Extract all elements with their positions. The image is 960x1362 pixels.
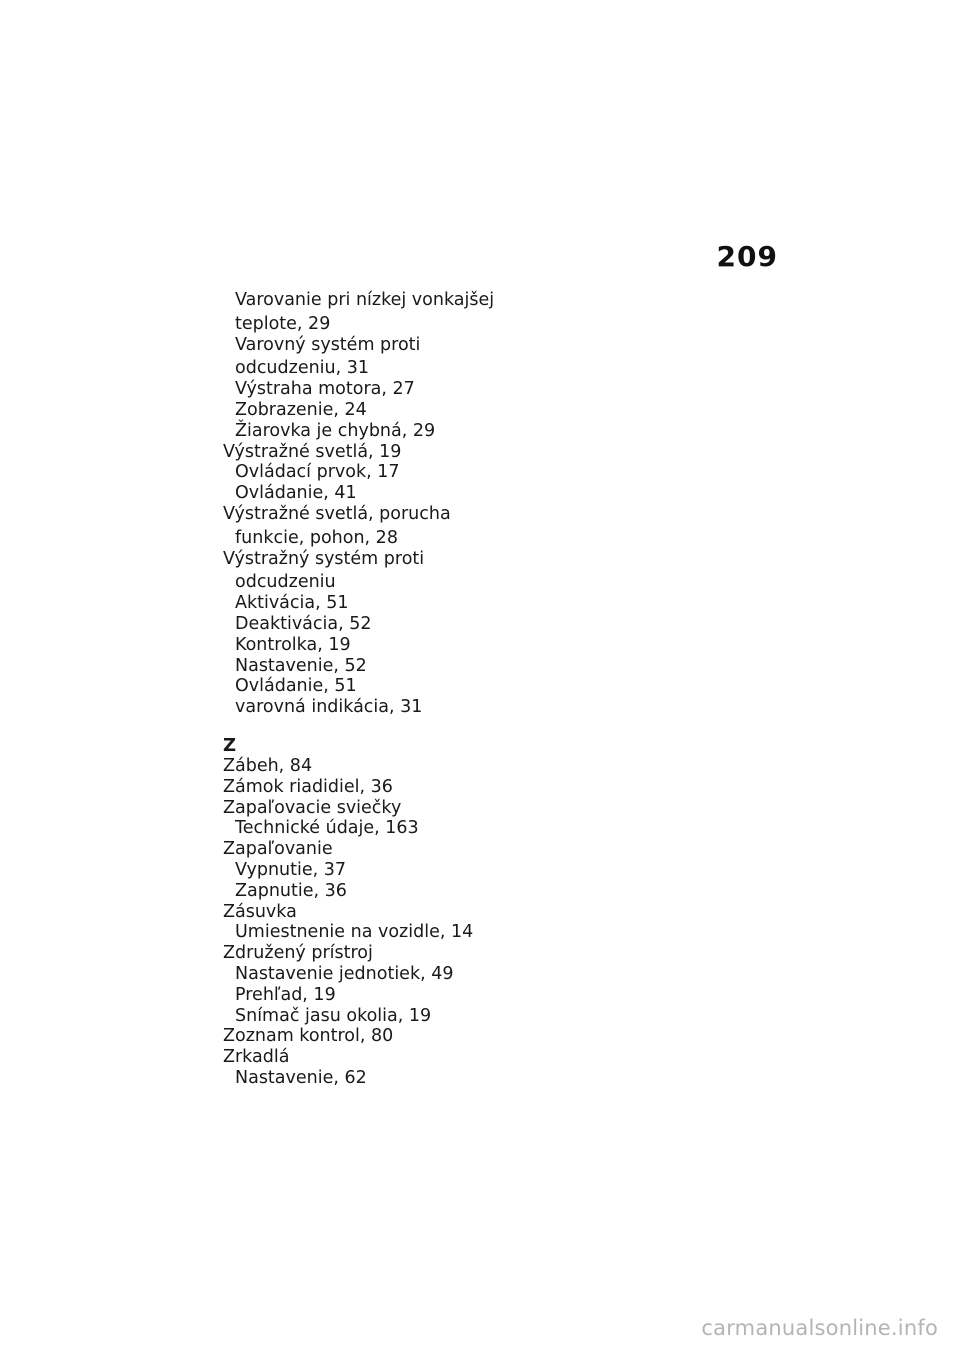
index-entry: Zapaľovacie sviečky — [223, 797, 402, 818]
index-list — [223, 290, 743, 1089]
index-subentry: Umiestnenie na vozidle, 14 — [235, 922, 474, 943]
index-group-continued — [223, 290, 743, 718]
index-subentry: Prehľad, 19 — [235, 984, 336, 1005]
index-entry: Zoznam kontrol, 80 — [223, 1026, 394, 1047]
index-subentry: Vypnutie, 37 — [235, 859, 347, 880]
index-entry: Zrkadlá — [223, 1047, 290, 1068]
index-subentry: Kontrolka, 19 — [235, 634, 351, 655]
index-entry: Zábeh, 84 — [223, 755, 313, 776]
index-subentry: Deaktivácia, 52 — [235, 613, 372, 634]
index-subentry: Nastavenie, 52 — [235, 655, 367, 676]
index-subentry: Nastavenie jednotiek, 49 — [235, 963, 454, 984]
index-subentry: teplote, 29 — [235, 313, 331, 334]
index-entry: Zásuvka — [223, 901, 297, 922]
index-subentry: Varovanie pri nízkej vonkajšej — [235, 290, 495, 310]
index-subentry: Ovládanie, 41 — [235, 483, 357, 504]
index-subentry: Ovládací prvok, 17 — [235, 462, 400, 483]
index-subentry: odcudzeniu, 31 — [235, 358, 370, 379]
watermark: carmanualsonline.info — [701, 1316, 938, 1340]
index-entry: Výstražný systém proti — [223, 548, 425, 569]
index-subentry: Snímač jasu okolia, 19 — [235, 1005, 432, 1026]
index-subentry: Zapnutie, 36 — [235, 880, 347, 901]
section-letter-heading: Z — [223, 734, 237, 756]
index-subentry: funkcie, pohon, 28 — [235, 527, 398, 548]
index-subentry: Žiarovka je chybná, 29 — [235, 420, 436, 441]
index-subentry: Ovládanie, 51 — [235, 676, 357, 697]
index-subentry: Varovný systém proti — [235, 334, 421, 355]
index-entry: Zapaľovanie — [223, 839, 333, 860]
page-number: 209 — [716, 240, 778, 273]
index-subentry: Výstraha motora, 27 — [235, 379, 415, 400]
index-subentry: odcudzeniu — [235, 572, 336, 593]
index-subentry: Zobrazenie, 24 — [235, 399, 367, 420]
index-group-z — [223, 756, 743, 1089]
index-entry: Zámok riadidiel, 36 — [223, 776, 393, 797]
index-subentry: Nastavenie, 62 — [235, 1067, 367, 1088]
index-subentry: varovná indikácia, 31 — [235, 697, 423, 718]
index-entry: Výstražné svetlá, 19 — [223, 441, 402, 462]
index-entry: Združený prístroj — [223, 943, 373, 964]
index-subentry: Technické údaje, 163 — [235, 818, 419, 839]
index-entry: Výstražné svetlá, porucha — [223, 503, 451, 524]
index-subentry: Aktivácia, 51 — [235, 593, 349, 614]
